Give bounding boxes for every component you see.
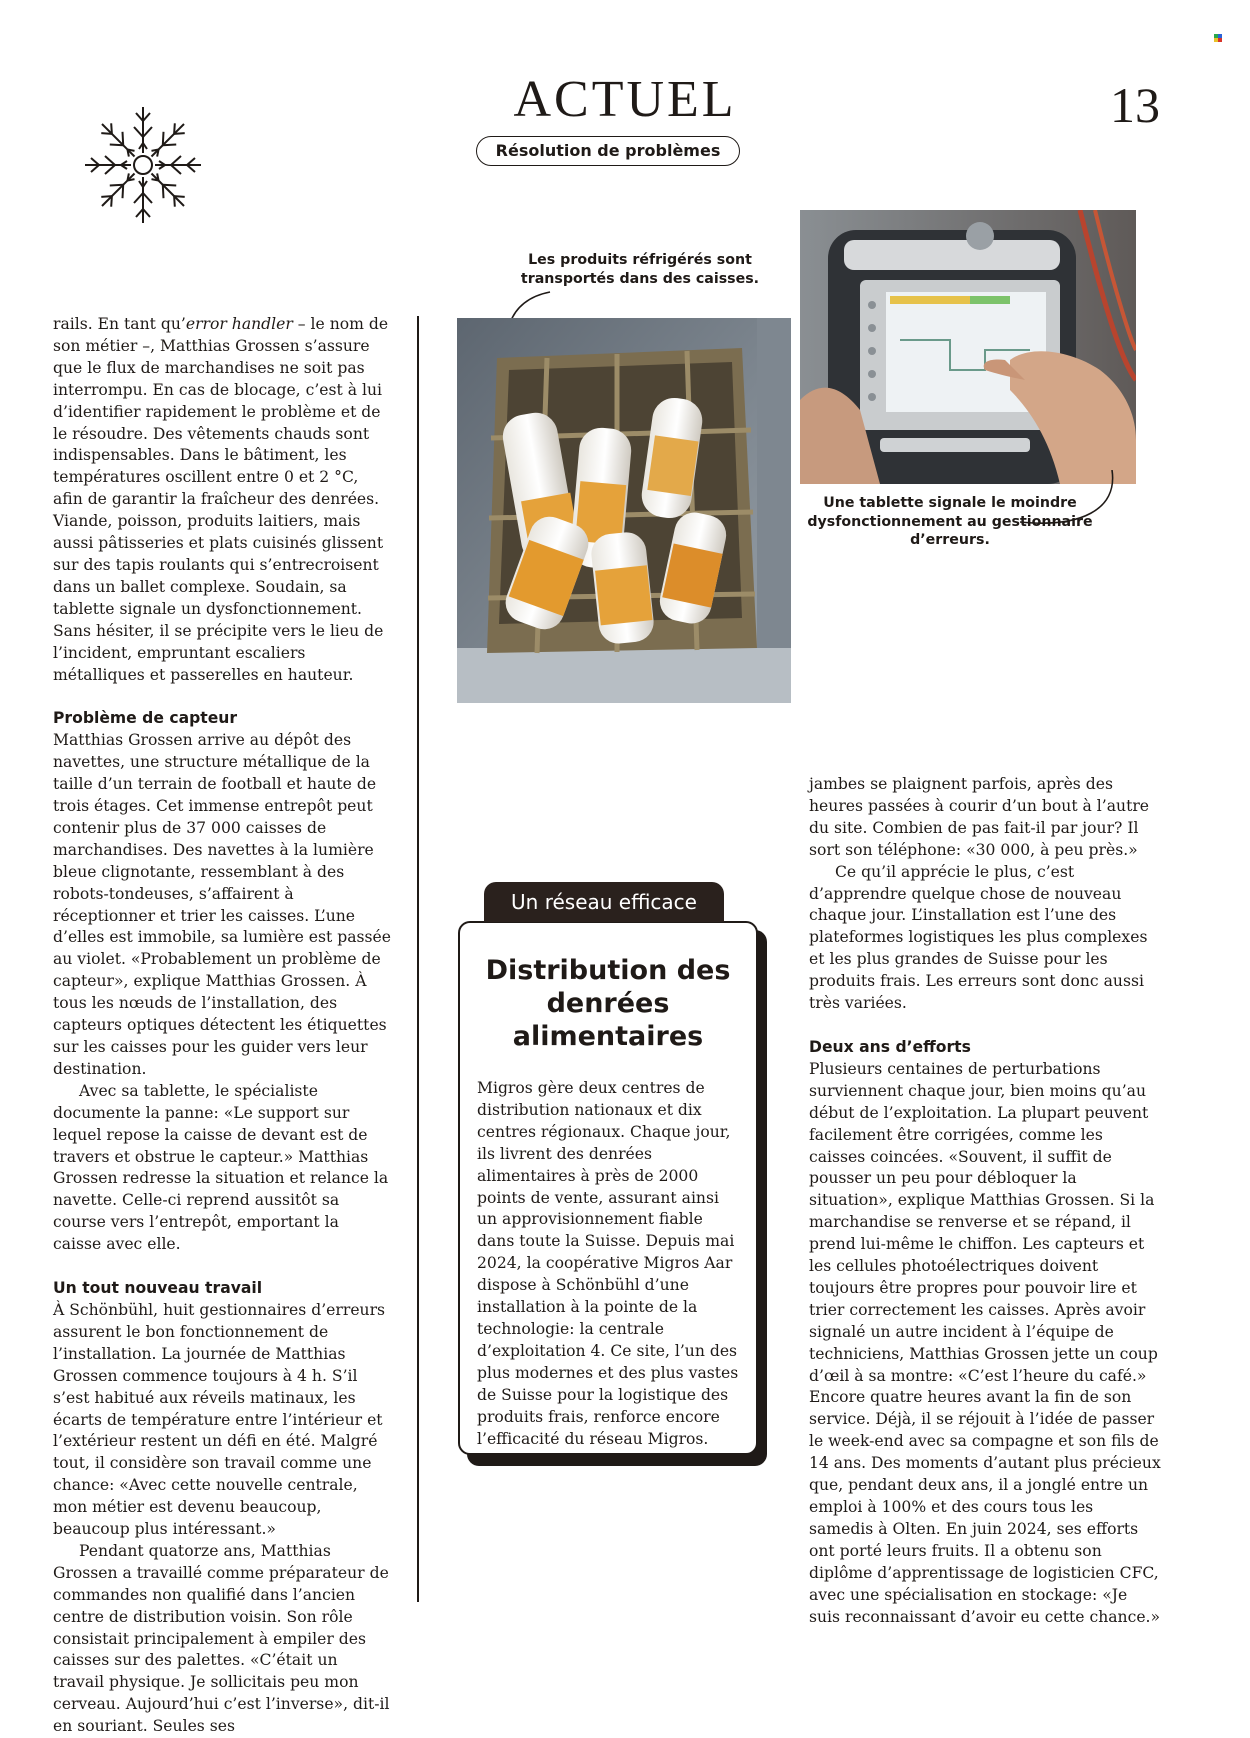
article-paragraph: Plusieurs centaines de perturbations surviennent chaque jour, bien moins qu’au début de l’exploitation. La plupart peuvent facilement être corrigées, comme les caisses coincées. «Souvent, il suffit de pousser un peu pour débloquer la situation», explique Matthias Grossen. Si la marchandise se renverse et se répand, il prend lui-même le chiffon. Les capteurs et les cellules photoélectriques doivent toujours être propres pour pouvoir lire et trier correctement les caisses. Après avoir signalé un autre incident à l’équipe de techniciens, Matthias Grossen jette un coup d’œil à sa montre: «C’est l’heure du café.» Encore quatre heures avant la fin de son service. Déjà, il se réjouit à l’idée de passer le week-end avec sa compagne et son fils de 14 ans. Des moments d’autant plus précieux que, pendant deux ans, il a jonglé entre un emploi à 100% et des cours tous les samedis à Olten. En juin 2024, ses efforts ont porté leurs fruits. Il a obtenu son diplôme d’apprentissage de logisticien CFC, avec une spécialisation en stockage: «Je suis reconnaissant d’avoir eu cette chance.» <box>809 1059 1161 1626</box>
photo-crate-of-bottles <box>457 318 791 703</box>
caption-pointer-line <box>1010 470 1120 540</box>
corner-color-mark <box>1214 34 1222 42</box>
article-paragraph: Ce qu’il apprécie le plus, c’est d’apprendre quelque chose de nouveau chaque jour. L’installation est l’une des plateformes logistiques les plus complexes et les plus grandes de Suisse pour les produits frais. Les erreurs sont donc aussi très variées. <box>809 862 1148 1013</box>
article-paragraph: À Schönbühl, huit gestionnaires d’erreurs assurent le bon fonctionnement de l’installation. La journée de Matthias Grossen commence toujours à 4 h. S’il s’est habitué aux réveils matinaux, les écarts de température entre l’intérieur et l’extérieur restent un défi en été. Malgré tout, il considère son travail comme une chance: «Avec cette nouvelle centrale, mon métier est devenu beaucoup, beaucoup plus intéressant.» <box>53 1300 386 1539</box>
article-paragraph: Matthias Grossen arrive au dépôt des navettes, une structure métallique de la taille d’un terrain de football et haute de trois étages. Cet immense entrepôt peut contenir plus de 37 000 caisses de marchandises. Des navettes à la lumière bleue clignotante, ressemblant à des robots-tondeuses, s’affairent à réceptionner et trier les caisses. L’une d’elles est immobile, sa lumière est passée au violet. «Probablement un problème de capteur», explique Matthias Grossen. À tous les nœuds de l’installation, des capteurs optiques détectent les étiquettes sur les caisses pour les guider vers leur destination. <box>53 731 391 1078</box>
article-column-right <box>809 774 1161 1628</box>
article-paragraph: rails. En tant qu’error handler – le nom de son métier –, Matthias Grossen s’assure que le flux de marchandises ne soit pas interrompu. En cas de blocage, c’est à lui d’identifier rapidement le problème et de le résoudre. Des vêtements chauds sont indispensables. Dans le bâtiment, les températures oscillent entre 0 et 2 °C, afin de garantir la fraîcheur des denrées. Viande, poisson, produits laitiers, mais aussi pâtisseries et plats cuisinés glissent sur des tapis roulants qui s’entrecroisent dans un ballet complexe. Soudain, sa tablette signale un dysfonctionnement. Sans hésiter, il se précipite vers le lieu de l’incident, empruntant escaliers métalliques et passerelles en hauteur. <box>53 315 389 684</box>
photo-caption-tablet: Une tablette signale le moindre dysfonctionnement au gestionnaire d’erreurs. <box>807 495 1093 548</box>
page-number: 13 <box>1110 77 1160 133</box>
subsection-label: Résolution de problèmes <box>476 136 740 166</box>
infobox-tab: Un réseau efficace <box>484 882 724 922</box>
article-paragraph: Pendant quatorze ans, Matthias Grossen a travaillé comme préparateur de commandes non qualifié dans l’ancien centre de distribution voisin. Son rôle consistait principalement à empiler des caisses sur des palettes. «C’était un travail physique. Je sollicitais peu mon cerveau. Aujourd’hui c’est l’inverse», dit-il en souriant. Seules ses <box>53 1541 390 1736</box>
article-paragraph: jambes se plaignent parfois, après des heures passées à courir d’un bout à l’autre du site. Combien de pas fait-il par jour? Il sort son téléphone: «30 000, à peu près.» <box>809 775 1150 859</box>
article-paragraph: Avec sa tablette, le spécialiste documente la panne: «Le support sur lequel repose la caisse de devant est de travers et obstrue le capteur.» Matthias Grossen redresse la situation et relance la navette. Celle-ci reprend aussitôt sa course vers l’entrepôt, emportant la caisse avec elle. <box>53 1081 389 1254</box>
infobox-body: Migros gère deux centres de distribution nationaux et dix centres régionaux. Chaque jour, ils livrent des denrées alimentaires à près de 2000 points de vente, assurant ainsi un approvisionnement fiable dans toute la Suisse. Depuis mai 2024, la coopérative Migros Aar dispose à Schönbühl d’une installation à la pointe de la technologie: la centrale d’exploitation 4. Ce site, l’un des plus modernes et des plus vastes de Suisse pour la logistique des produits frais, renforce encore l’efficacité du réseau Migros. <box>477 1079 739 1448</box>
article-column-left <box>53 314 391 1738</box>
subheading-two-years: Deux ans d’efforts <box>809 1037 971 1056</box>
column-divider <box>417 316 419 1602</box>
subheading-new-job: Un tout nouveau travail <box>53 1279 263 1298</box>
snowflake-icon <box>78 100 208 230</box>
photo-tablet-in-hand <box>800 210 1136 484</box>
subheading-sensor-problem: Problème de capteur <box>53 709 238 728</box>
infobox-title: Distribution des denrées alimentaires <box>485 955 731 1052</box>
section-title: ACTUEL <box>513 71 737 128</box>
photo-caption-crate: Les produits réfrigérés sont transportés dans des caisses. <box>520 252 760 287</box>
